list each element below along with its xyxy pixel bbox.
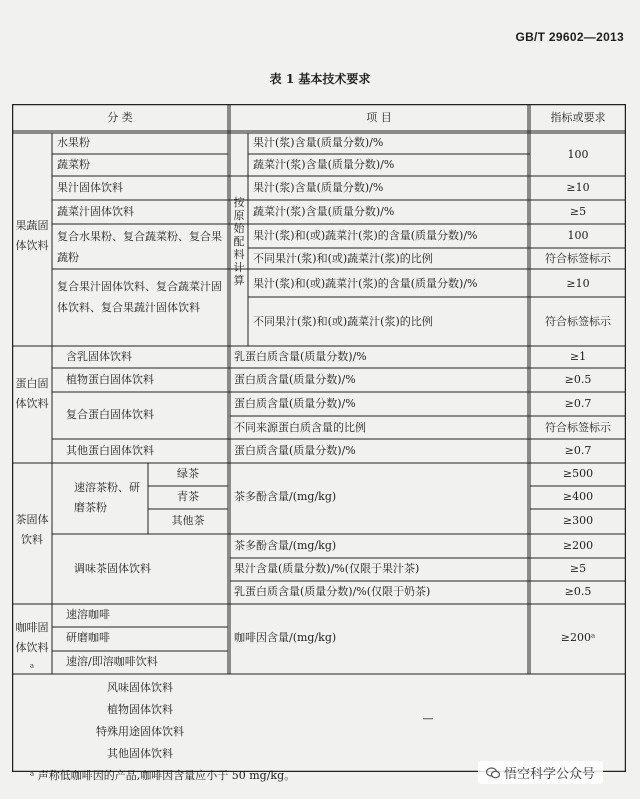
value-ge300: ≥300: [562, 514, 594, 527]
value-ge200: ≥200: [562, 539, 594, 552]
item-veg-juice-1: 蔬菜汁(浆)含量(质量分数)/%: [253, 158, 395, 171]
row-milk-drink: 含乳固体饮料: [66, 350, 132, 363]
item-caffeine: 咖啡因含量/(mg/kg): [234, 631, 337, 644]
row-veg-juice-drink: 蔬菜汁固体饮料: [57, 205, 134, 218]
value-ge1: ≥1: [569, 350, 587, 363]
item-ratio-2: 不同果汁(浆)和(或)蔬菜汁(浆)的比例: [253, 315, 433, 328]
item-tea-poly-1: 茶多酚含量/(mg/kg): [234, 490, 337, 503]
value-100-b: 100: [567, 229, 589, 242]
item-ratio-1: 不同果汁(浆)和(或)蔬菜汁(浆)的比例: [253, 252, 433, 265]
row-instant-tea: 速溶茶粉、研磨茶粉: [74, 481, 140, 514]
requirements-table: [12, 104, 626, 772]
item-fruit-and-veg-2: 果汁(浆)和(或)蔬菜汁(浆)的含量(质量分数)/%: [253, 277, 478, 290]
group-protein: 蛋白固体饮料: [15, 377, 49, 410]
value-ge400: ≥400: [562, 490, 594, 503]
row-fruit-juice-drink: 果汁固体饮料: [57, 181, 123, 194]
value-ge5-b: ≥5: [569, 562, 587, 575]
row-flavored-tea: 调味茶固体饮料: [74, 562, 151, 575]
row-instant-ground-coffee: 速溶/即溶咖啡饮料: [66, 655, 158, 668]
item-tea-poly-2: 茶多酚含量/(mg/kg): [234, 539, 337, 552]
row-other-tea: 其他茶: [171, 514, 205, 527]
item-protein-1: 蛋白质含量(质量分数)/%: [234, 373, 356, 386]
value-ge05-a: ≥0.5: [564, 373, 592, 386]
value-label-b: 符合标签标示: [545, 315, 611, 328]
group-coffee: 咖啡固体饮料ᵃ: [15, 621, 49, 674]
standard-number: GB/T 29602—2013: [515, 30, 624, 44]
calc-basis-label: 按原始配料计算: [233, 196, 245, 287]
value-label-a: 符合标签标示: [545, 252, 611, 265]
item-fruit-juice-2: 果汁(浆)含量(质量分数)/%: [253, 181, 384, 194]
item-protein-3: 蛋白质含量(质量分数)/%: [234, 444, 356, 457]
value-ge07-a: ≥0.7: [564, 397, 592, 410]
item-veg-juice-2: 蔬菜汁(浆)含量(质量分数)/%: [253, 205, 395, 218]
table-title: 表 1 基本技术要求: [269, 72, 371, 86]
header-item: 项 目: [366, 111, 392, 124]
footnote: ᵃ 声称低咖啡因的产品,咖啡因含量应小于 50 mg/kg。: [30, 769, 296, 782]
row-other-protein: 其他蛋白固体饮料: [66, 444, 154, 457]
row-ground-coffee: 研磨咖啡: [66, 631, 110, 644]
item-milk-protein: 乳蛋白质含量(质量分数)/%: [234, 350, 367, 363]
row-compound-powder: 复合水果粉、复合蔬菜粉、复合果蔬粉: [57, 230, 222, 264]
row-plant-protein: 植物蛋白固体饮料: [66, 373, 154, 386]
wechat-icon: [486, 767, 500, 779]
row-other-general: 其他固体饮料: [107, 747, 173, 760]
item-milk-protein-tea: 乳蛋白质含量(质量分数)/%(仅限于奶茶): [234, 585, 431, 598]
row-fruit-powder: 水果粉: [57, 136, 90, 149]
row-instant-coffee: 速溶咖啡: [66, 608, 110, 621]
watermark: [478, 761, 603, 784]
row-other-special: 特殊用途固体饮料: [96, 725, 184, 738]
group-tea: 茶固体饮料: [15, 513, 49, 546]
item-fruit-juice-tea: 果汁含量(质量分数)/%(仅限于果汁茶): [234, 562, 420, 575]
value-ge10-a: ≥10: [566, 181, 590, 194]
watermark-text: 悟空科学公众号: [504, 767, 596, 782]
item-fruit-and-veg-1: 果汁(浆)和(或)蔬菜汁(浆)的含量(质量分数)/%: [253, 229, 478, 242]
value-label-c: 符合标签标示: [545, 421, 611, 434]
value-ge200-note: ≥200ᵃ: [560, 631, 596, 644]
value-ge10-b: ≥10: [566, 277, 590, 290]
row-compound-protein: 复合蛋白固体饮料: [66, 408, 154, 421]
value-ge500: ≥500: [562, 467, 594, 480]
row-oolong-tea: 青茶: [177, 490, 199, 503]
item-fruit-juice-1: 果汁(浆)含量(质量分数)/%: [253, 136, 384, 149]
item-protein-ratio: 不同来源蛋白质含量的比例: [234, 421, 366, 434]
row-green-tea: 绿茶: [177, 467, 199, 480]
header-category: 分 类: [107, 111, 133, 124]
value-100-a: 100: [567, 148, 589, 161]
value-ge05-b: ≥0.5: [564, 585, 592, 598]
row-veg-powder: 蔬菜粉: [57, 158, 90, 171]
item-protein-2: 蛋白质含量(质量分数)/%: [234, 397, 356, 410]
row-other-flavor: 风味固体饮料: [107, 681, 173, 694]
value-ge07-b: ≥0.7: [564, 444, 592, 457]
item-dash: —: [422, 712, 434, 725]
value-ge5-a: ≥5: [569, 205, 587, 218]
header-requirement: 指标或要求: [550, 111, 606, 124]
row-other-plant: 植物固体饮料: [107, 703, 173, 716]
group-fruit-veg: 果蔬固体饮料: [15, 219, 49, 252]
row-compound-juice-drink: 复合果汁固体饮料、复合蔬菜汁固体饮料、复合果蔬汁固体饮料: [57, 280, 222, 314]
